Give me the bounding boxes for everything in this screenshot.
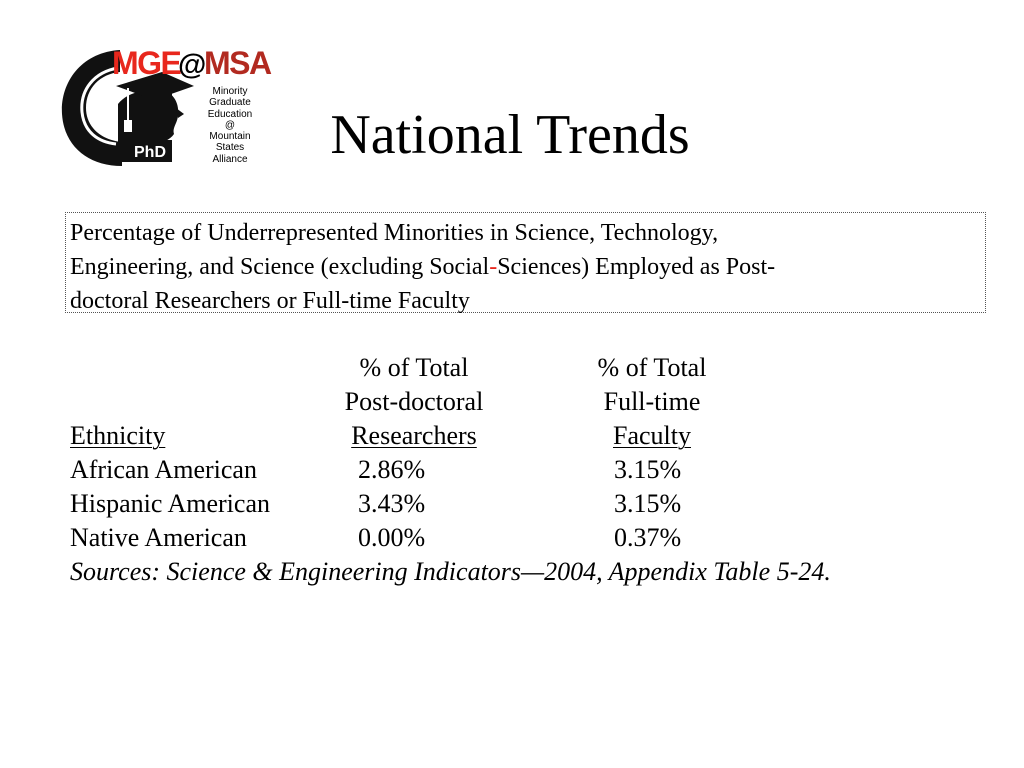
table-header-row: [70, 351, 970, 385]
header-postdoc-line3: Researchers: [351, 421, 477, 450]
header-faculty-line1: % of Total: [597, 353, 707, 382]
table-row: [70, 521, 970, 555]
ethnicity-cell: African American: [70, 455, 257, 484]
logo-msa-text: MSA: [204, 45, 271, 81]
header-postdoc-cell: [334, 419, 494, 453]
header-faculty-cell: [572, 419, 732, 453]
logo-at-text: @: [178, 49, 205, 81]
logo-desc-line: Graduate: [209, 97, 251, 109]
header-ethnicity: Ethnicity: [70, 421, 166, 450]
logo-desc-line: @: [224, 119, 236, 131]
logo-desc-line: Education: [207, 108, 253, 120]
table-row: [70, 453, 970, 487]
faculty-value: 3.15%: [614, 455, 682, 484]
caption-text: Sciences) Employed as Post-: [497, 254, 776, 280]
ethnicity-cell: Hispanic American: [70, 489, 270, 518]
caption-box: [65, 212, 986, 313]
logo-phd-text: PhD: [134, 144, 166, 161]
logo-desc-line: Mountain: [209, 131, 251, 143]
logo-desc-line: Minority: [212, 86, 248, 97]
header-faculty-line3: Faculty: [613, 421, 691, 450]
table-header-row: [70, 385, 970, 419]
logo-desc-line: States: [215, 142, 245, 154]
sources-note: Sources: Science & Engineering Indicators—2004, Appendix Table 5-24.: [70, 557, 831, 586]
table-header-row: [70, 419, 970, 453]
caption-text: Engineering, and Science (excluding Social: [70, 254, 490, 280]
header-faculty-line2: Full-time: [603, 387, 701, 416]
caption-line: doctoral Researchers or Full-time Faculty: [70, 288, 470, 314]
caption-line: [70, 250, 982, 284]
postdoc-value: 3.43%: [358, 489, 426, 518]
logo-desc-line: Alliance: [212, 153, 248, 165]
ethnicity-cell: Native American: [70, 523, 247, 552]
table-row: [70, 487, 970, 521]
caption-dash: -: [489, 254, 498, 280]
postdoc-value: 2.86%: [358, 455, 426, 484]
faculty-value: 0.37%: [614, 523, 682, 552]
logo-mge-text: MGE: [112, 45, 181, 81]
slide-title: National Trends: [330, 104, 690, 166]
postdoc-value: 0.00%: [358, 523, 426, 552]
mge-msa-logo: [58, 42, 270, 170]
header-postdoc-line1: % of Total: [359, 353, 469, 382]
caption-line: Percentage of Underrepresented Minorities in Science, Technology,: [70, 220, 719, 246]
faculty-value: 3.15%: [614, 489, 682, 518]
header-postdoc-line2: Post-doctoral: [344, 387, 484, 416]
